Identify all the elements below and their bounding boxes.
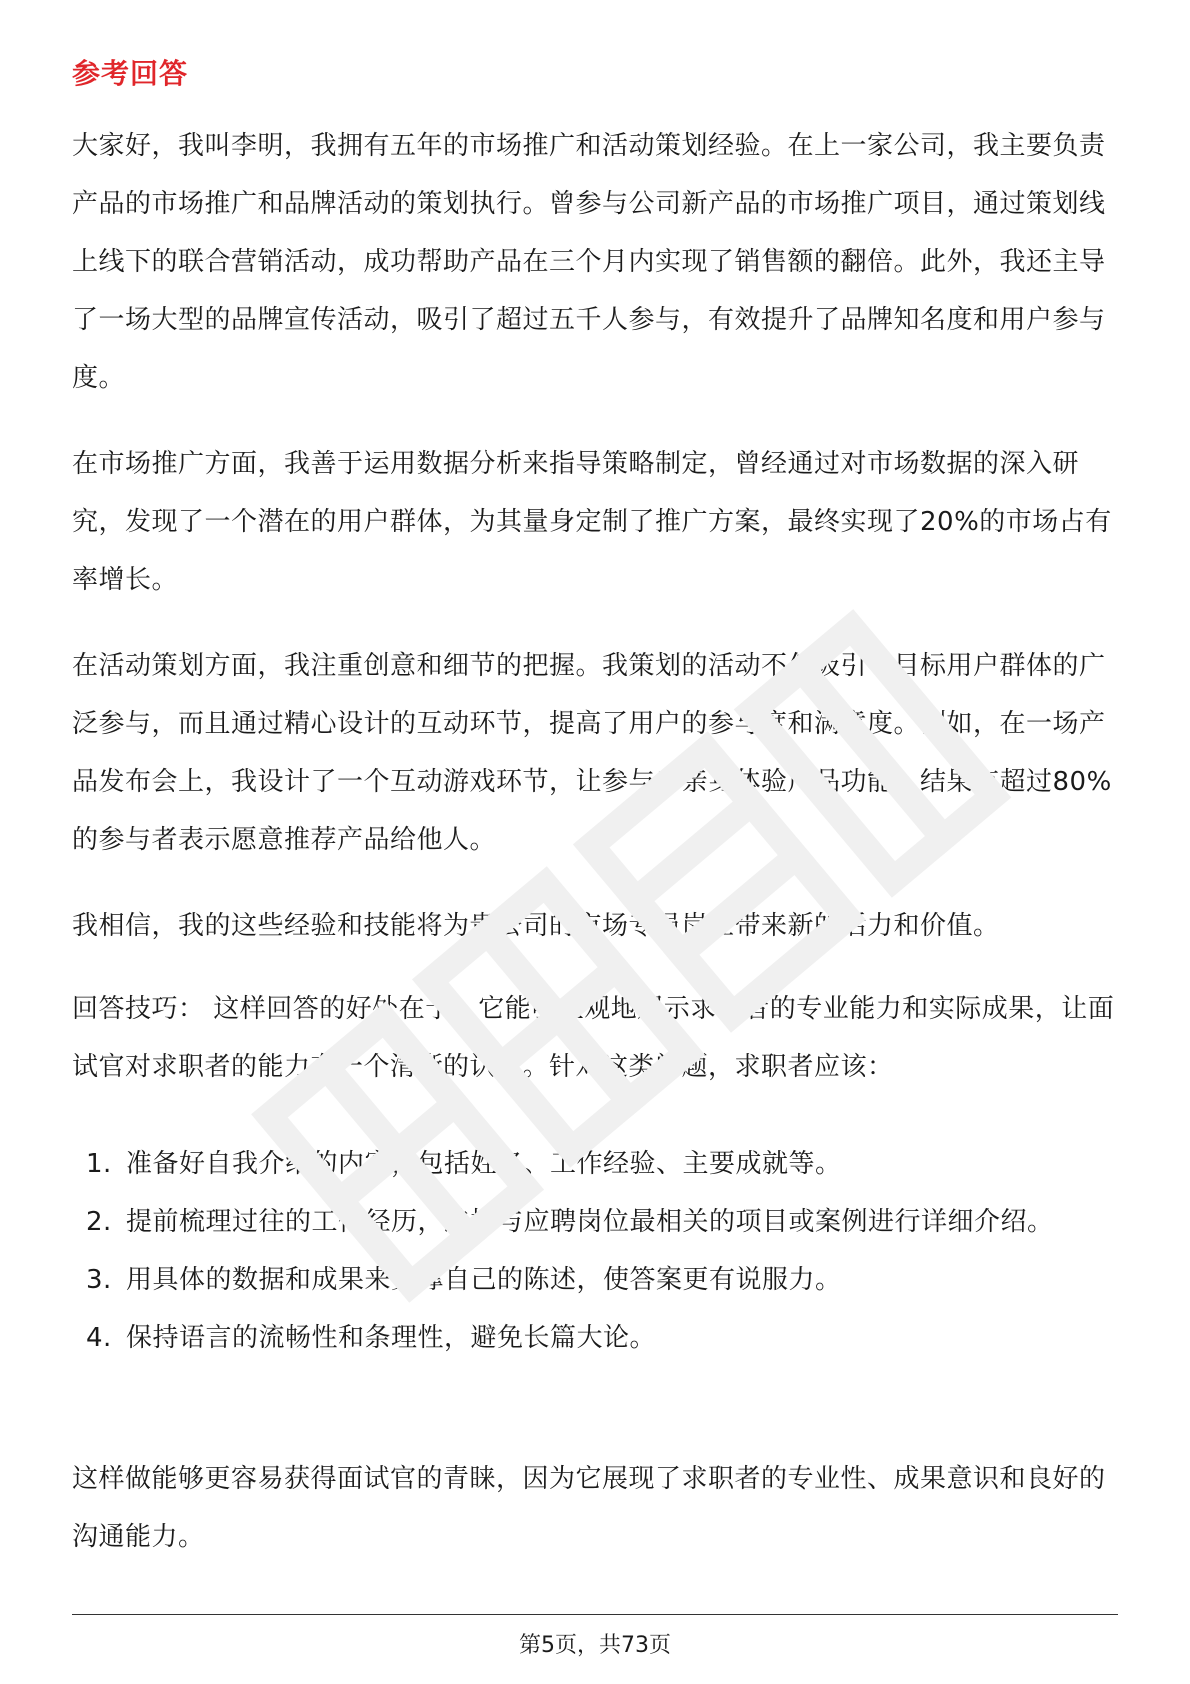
section-heading: 参考回答 — [72, 57, 189, 90]
answer-paragraph-3: 在活动策划方面，我注重创意和细节的把握。我策划的活动不仅吸引了目标用户群体的广泛参与，而且通过精心设计的互动环节，提高了用户的参与度和满意度。例如，在一场产品发布会上，我设计了一个互动游戏环节，让参与者亲身体验产品功能，结果有超过80%的参与者表示愿意推荐产品给他人。 — [72, 651, 1112, 855]
footer-divider — [72, 1614, 1118, 1615]
list-item — [72, 1251, 1118, 1309]
page-number-footer: 第5页，共73页 — [519, 1633, 671, 1658]
list-item-text: 准备好自我介绍的内容，包括姓名、工作经验、主要成就等。 — [126, 1149, 842, 1179]
list-item — [72, 1193, 1118, 1251]
list-item-text: 提前梳理过往的工作经历，选择与应聘岗位最相关的项目或案例进行详细介绍。 — [126, 1207, 1054, 1237]
answer-paragraph-2: 在市场推广方面，我善于运用数据分析来指导策略制定，曾经通过对市场数据的深入研究，发现了一个潜在的用户群体，为其量身定制了推广方案，最终实现了20%的市场占有率增长。 — [72, 449, 1112, 595]
answer-paragraph-4: 我相信，我的这些经验和技能将为贵公司的市场专员岗位带来新的活力和价值。 — [72, 911, 1000, 941]
answer-paragraph-1: 大家好，我叫李明，我拥有五年的市场推广和活动策划经验。在上一家公司，我主要负责产品的市场推广和品牌活动的策划执行。曾参与公司新产品的市场推广项目，通过策划线上线下的联合营销活动，成功帮助产品在三个月内实现了销售额的翻倍。此外，我还主导了一场大型的品牌宣传活动，吸引了超过五千人参与，有效提升了品牌知名度和用户参与度。 — [72, 131, 1106, 393]
list-item-text: 用具体的数据和成果来支撑自己的陈述，使答案更有说服力。 — [126, 1265, 842, 1295]
list-item-number: 4. — [86, 1323, 112, 1353]
list-item-number: 3. — [86, 1265, 112, 1295]
closing-paragraph: 这样做能够更容易获得面试官的青睐，因为它展现了求职者的专业性、成果意识和良好的沟通能力。 — [72, 1464, 1106, 1552]
list-item-number: 1. — [86, 1149, 112, 1179]
list-item — [72, 1309, 1118, 1367]
list-item-number: 2. — [86, 1207, 112, 1237]
list-item — [72, 1135, 1118, 1193]
document-page — [72, 0, 1118, 1684]
list-item-text: 保持语言的流畅性和条理性，避免长篇大论。 — [126, 1323, 657, 1353]
tips-intro-paragraph: 回答技巧： 这样回答的好处在于，它能够直观地展示求职者的专业能力和实际成果，让面试官对求职者的能力有一个清晰的认识。针对这类问题，求职者应该： — [72, 994, 1115, 1082]
tips-list — [72, 1135, 1118, 1367]
